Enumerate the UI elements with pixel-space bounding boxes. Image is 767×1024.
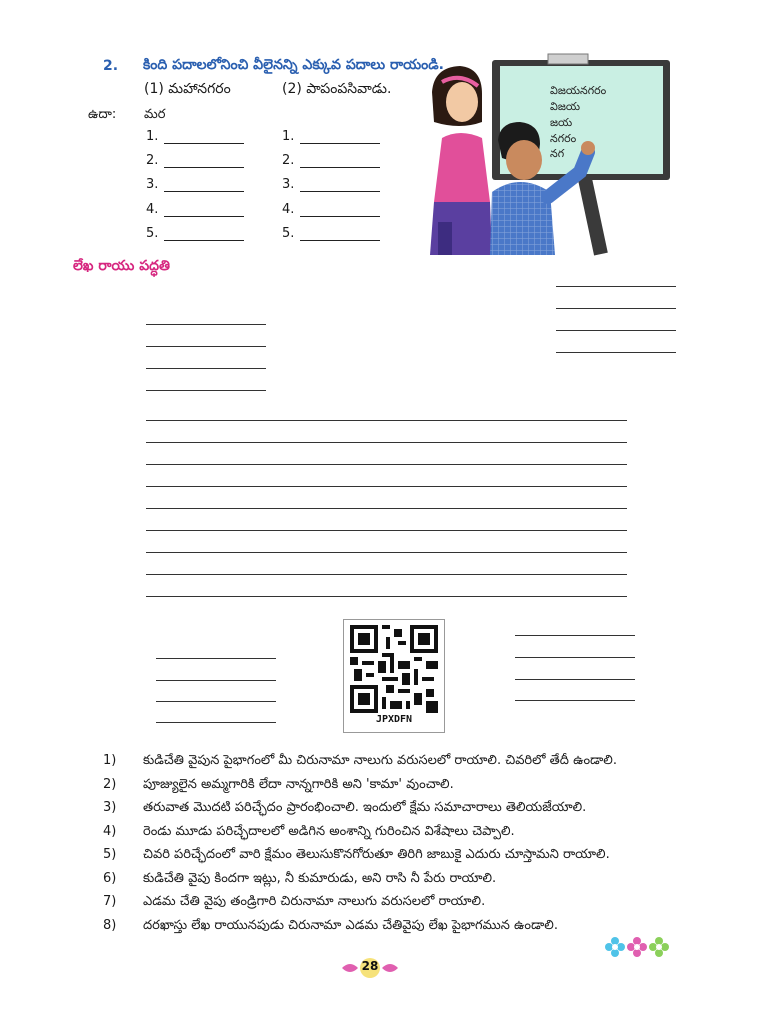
recipient-address-line[interactable]: [156, 722, 276, 723]
board-word-1: విజయనగరం: [550, 84, 607, 97]
letter-format-title: లేఖ రాయు పద్ధతి: [73, 258, 170, 274]
sender-address-line[interactable]: [556, 352, 676, 353]
board-word-4: నగరం: [550, 132, 577, 145]
sender-address-line[interactable]: [556, 286, 676, 287]
girl-figure: [430, 66, 492, 255]
letter-body-line[interactable]: [146, 530, 627, 531]
sender-address-line[interactable]: [556, 330, 676, 331]
blank-left-4[interactable]: 4.: [146, 202, 244, 217]
signature-line[interactable]: [515, 679, 635, 680]
letter-body-line[interactable]: [146, 420, 627, 421]
blank-right-4[interactable]: 4.: [282, 202, 380, 217]
recipient-address-line[interactable]: [156, 658, 276, 659]
letter-body-line[interactable]: [146, 574, 627, 575]
flower-decoration-icon: [604, 936, 670, 958]
board-word-3: జయ: [550, 116, 573, 129]
recipient-address-line[interactable]: [156, 701, 276, 702]
exercise-instruction: కింది పదాలలోనించి వీలైనన్ని ఎక్కువ పదాలు రాయండి.: [143, 57, 444, 73]
blank-right-1[interactable]: 1.: [282, 129, 380, 144]
list-item: 5) చివరి పరిచ్ఛేదంలో వారి క్షేమం తెలుసుకొనగోరుతూ తిరిగి జాబుకై ఎదురు చూస్తామని రాయాలి.: [103, 847, 610, 862]
source-word-2: (2) పాపంపసివాడు.: [282, 81, 392, 97]
blank-left-3[interactable]: 3.: [146, 177, 244, 192]
list-item: 4) రెండు మూడు పరిచ్ఛేదాలలో అడిగిన అంశాన్ని గురించిన విశేషాలు చెప్పాలి.: [103, 823, 515, 839]
letter-body-line[interactable]: [146, 442, 627, 443]
page-number: 28: [340, 957, 400, 979]
letter-body-line[interactable]: [146, 464, 627, 465]
qr-code-text: JPXDFN: [375, 714, 413, 725]
salutation-line[interactable]: [146, 324, 266, 325]
salutation-line[interactable]: [146, 390, 266, 391]
blank-left-1[interactable]: 1.: [146, 129, 244, 144]
letter-body-line[interactable]: [146, 552, 627, 553]
blank-left-5[interactable]: 5.: [146, 226, 244, 241]
letter-body-line[interactable]: [146, 486, 627, 487]
list-item: 2) పూజ్యులైన అమ్మగారికి లేదా నాన్నగారికి అని 'కామా' వుంచాలి.: [103, 776, 454, 792]
signature-line[interactable]: [515, 635, 635, 636]
qr-code-box[interactable]: [343, 619, 445, 733]
signature-line[interactable]: [515, 657, 635, 658]
source-word-1: (1) మహానగరం: [144, 81, 231, 97]
children-board-illustration: [420, 52, 675, 257]
qr-code-icon: [350, 625, 438, 713]
blank-right-2[interactable]: 2.: [282, 153, 380, 168]
blank-right-3[interactable]: 3.: [282, 177, 380, 192]
list-item: 6) కుడిచేతి వైపు కిందగా ఇట్లు, నీ కుమారుడు, అని రాసి నీ పేరు రాయాలి.: [103, 870, 497, 886]
salutation-line[interactable]: [146, 346, 266, 347]
list-item: 8) దరఖాస్తు లేఖ రాయునపుడు చిరునామా ఎడమ చేతివైపు లేఖ పైభాగమున ఉండాలి.: [103, 917, 558, 933]
example-word: మర: [144, 107, 166, 122]
list-item: 3) తరువాత మొదటి పరిచ్ఛేదం ప్రారంభించాలి. ఇందులో క్షేమ సమాచారాలు తెలియజేయాలి.: [103, 800, 587, 815]
exercise-number: 2.: [103, 58, 119, 74]
sender-address-line[interactable]: [556, 308, 676, 309]
blank-right-5[interactable]: 5.: [282, 226, 380, 241]
board-word-5: నగ: [550, 147, 565, 160]
salutation-line[interactable]: [146, 368, 266, 369]
recipient-address-line[interactable]: [156, 680, 276, 681]
blank-left-2[interactable]: 2.: [146, 153, 244, 168]
signature-line[interactable]: [515, 700, 635, 701]
letter-body-line[interactable]: [146, 508, 627, 509]
example-label: ఉదా:: [88, 107, 117, 122]
list-item: 7) ఎడమ చేతి వైపు తండ్రిగారి చిరునామా నాలుగు వరుసలలో రాయాలి.: [103, 894, 486, 909]
letter-instructions-list: [103, 749, 703, 937]
letter-body-line[interactable]: [146, 596, 627, 597]
board-word-2: విజయ: [550, 100, 581, 113]
list-item: 1) కుడిచేతి వైపున పైభాగంలో మీ చిరునామా నాలుగు వరుసలలో రాయాలి. చివరిలో తేదీ ఉండాలి.: [103, 753, 617, 768]
